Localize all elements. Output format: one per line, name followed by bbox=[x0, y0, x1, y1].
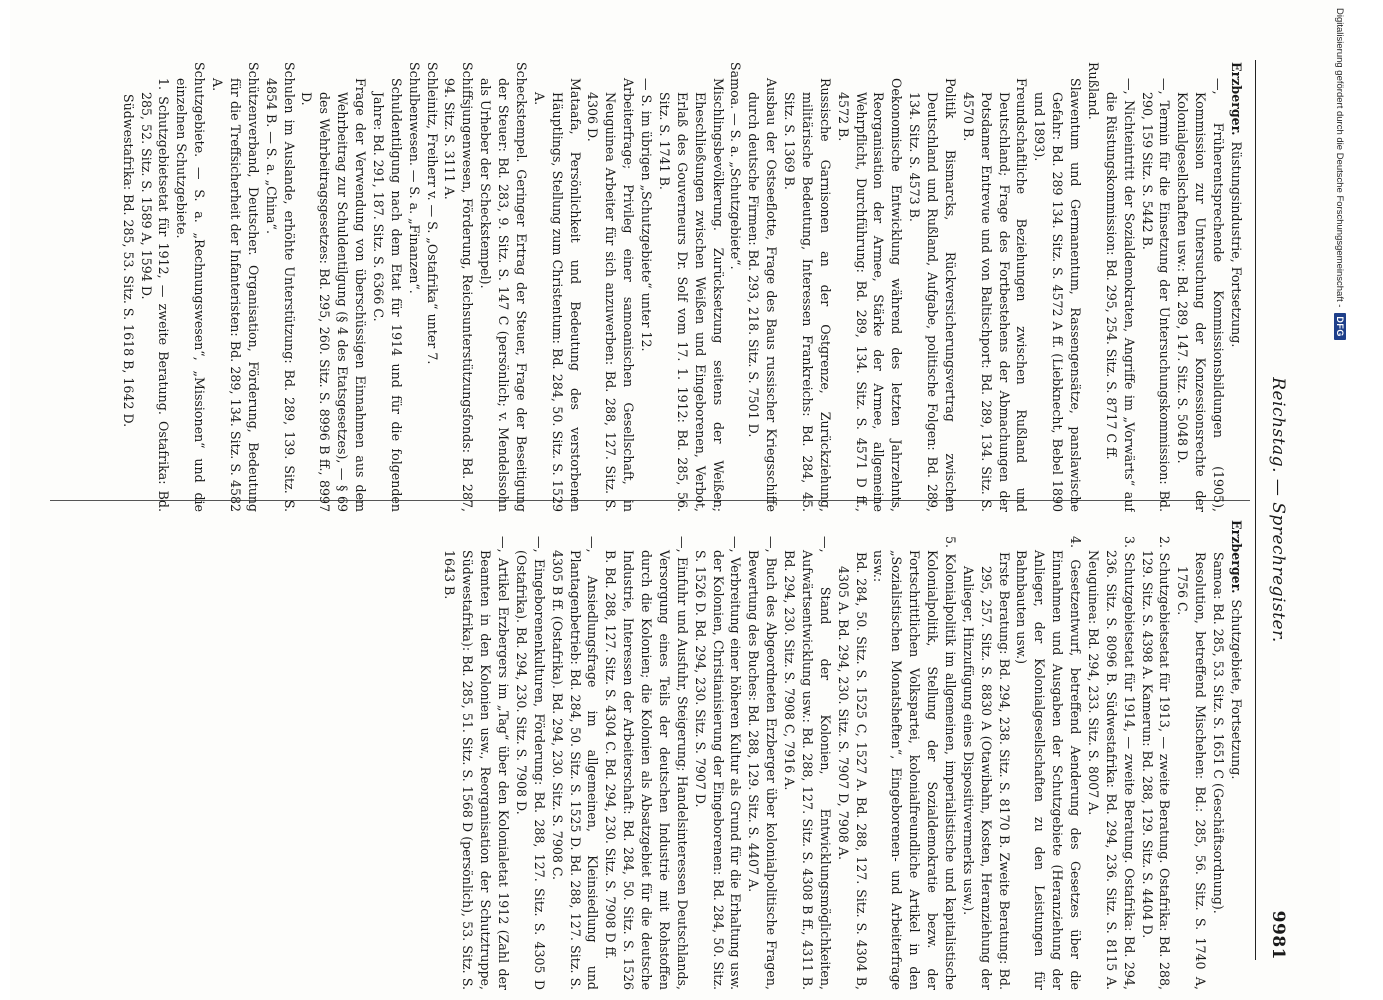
register-entry bbox=[959, 520, 1013, 990]
register-entry bbox=[1084, 520, 1138, 990]
entry-text: 4. Gesetzentwurf, betreffend Aenderung des Gesetzes über die Einnahmen und Ausgaben der Schutzgebiete (Heranziehung der Anlieger, der Kolonialgesellschaften zu den Leistungen für Bahnbauten usw.) bbox=[1014, 536, 1084, 990]
register-entry bbox=[441, 520, 513, 990]
register-entry bbox=[1138, 62, 1174, 512]
entry-text: —, Artikel Erzbergers im „Tag“ über den Kolonialetat 1912 (Zahl der Beamten in den Kolonien usw., Reorganisation der Schutztruppe, Südwestafrika): Bd. 285, 51. Sitz. S. 1568 D (persönlich), 53. Sitz. S. 1643 B. bbox=[442, 536, 512, 990]
register-entry bbox=[655, 62, 727, 512]
register-entry bbox=[405, 62, 423, 512]
entry-text: Russische Garnisonen an der Ostgrenze, Zurückziehung, militärische Bedeutung, Interessen Frankreichs: Bd. 284, 45. Sitz. S. 1369 B. bbox=[782, 78, 833, 512]
entry-text: Südwestafrika: Bd. 285, 53. Sitz. S. 1618 B, 1642 D. bbox=[120, 94, 136, 428]
entry-text: Bd. 284, 50. Sitz. S. 1525 C, 1527 A. Bd. 288, 127. Sitz. S. 4304 B, 4305 A. Bd. 294, 230. Sitz. S. 7907 D, 7908 A. bbox=[835, 552, 869, 990]
register-entry bbox=[584, 62, 638, 512]
page-title: Reichstag. — Sprechregister. bbox=[1268, 377, 1288, 643]
register-entry bbox=[441, 62, 477, 512]
register-entry bbox=[262, 62, 298, 512]
register-entry bbox=[745, 62, 781, 512]
speaker-name: Erzberger. bbox=[1229, 62, 1244, 136]
entry-text: Ausbau der Ostseeflotte, Frage des Baus russischer Kriegsschiffe durch deutsche Firmen: Bd. 293, 218. Sitz. S. 7501 D. bbox=[746, 78, 780, 512]
entry-text: Arbeiterfrage; Privileg einer samoanischen Gesellschaft, in Neuguinea Arbeiter für sich anzuwerben: Bd. 288, 127. Sitz. S. 4306 D. bbox=[585, 78, 637, 512]
entry-text: —, Termin für die Einsetzung der Untersuchungskommission: Bd. 290, 159 Sitz. S. 5442 B. bbox=[1139, 78, 1173, 512]
entry-text: Mataafa, Persönlichkeit und Bedeutung des verstorbenen Häuptlings, Stellung zum Christentum: Bd. 284, 50. Sitz. S. 1529 A. bbox=[531, 78, 583, 512]
header-rule bbox=[1255, 60, 1256, 960]
entry-text: Rüstungsindustrie, Fortsetzung. bbox=[1229, 141, 1244, 348]
entry-text: Mischlingsbevölkerung. Zurücksetzung seitens der Weißen; Eheschließungen zwischen Weißen und Eingeborenen, Verbot, Erlaß des Gouverneurs Dr. Solf vom 17. 1. 1912: Bd. 285, 56. Sitz. S. 1741 B. bbox=[657, 78, 726, 512]
register-entry bbox=[208, 62, 262, 512]
register-entry bbox=[369, 62, 405, 512]
register-entry bbox=[1227, 520, 1245, 990]
register-entry bbox=[691, 520, 745, 990]
left-column bbox=[50, 62, 1245, 512]
entry-text: —, Ansiedlungsfrage im allgemeinen, Kleinsiedlung und Plantagenbetrieb: Bd. 284, 50. Sitz. S. 1525 D. Bd. 288, 127. Sitz. S. 4305 B ff. (Ostafrika). Bd. 294, 230. Sitz. S. 7908 C. bbox=[549, 536, 601, 990]
entry-text: Frage der Verwendung von überschüssigen Einnahmen aus dem Wehrbeitrag zur Schuldentilgung (§ 4 des Etatsgesetzes), — § 69 des Wehrbeitragsgesetzes: Bd. 295, 260. Sitz. S. 8996 B ff., 8997 D. bbox=[299, 78, 369, 512]
entry-text: Scheckstempel. Geringer Ertrag der Steuer, Frage der Beseitigung der Steuer: Bd. 283, 9. Sitz. S. 147 C (persönlich; v. Mendelssohn als Urheber der Scheckstempel). bbox=[478, 62, 529, 512]
entry-text: —, Nichteintritt der Sozialdemokraten, Angriffe im „Vorwärts“ auf die Rüstungskommission: Bd. 295, 254. Sitz. S. 8717 C ff. bbox=[1103, 78, 1137, 512]
register-entry bbox=[1227, 62, 1245, 512]
entry-text: Schleinitz, Freiherr v. — S. „Ostafrika“ unter 7. bbox=[424, 62, 440, 365]
entry-text: 2. Schutzgebietsetat für 1913, — zweite Beratung. Ostafrika: Bd. 288, 129. Sitz. S. 4398 A. Kamerun: Bd. 288, 129. Sitz. S. 4404 D. bbox=[1139, 536, 1173, 990]
entry-text: — S. im übrigen „Schutzgebiete“ unter 12. bbox=[639, 78, 655, 352]
register-entry bbox=[1174, 62, 1228, 512]
entry-text: Oekonomische Entwicklung während des letzten Jahrzehnts, Reorganisation der Armee, Stärke der Armee, allgemeine Wehrpflicht, Durchführung: Bd. 289, 134. Sitz. S. 4571 D ff., 4572 B. bbox=[835, 78, 905, 512]
entry-text: 1. Schutzgebietsetat für 1912, — zweite Beratung. Ostafrika: Bd. 285, 52. Sitz. S. 1589 A, 1594 D. bbox=[138, 78, 172, 512]
entry-text: Schiffsjungenwesen, Förderung, Reichsunterstützungsfonds: Bd. 287, 94. Sitz. S. 3111 A. bbox=[442, 62, 476, 512]
register-entry bbox=[530, 62, 584, 512]
register-entry bbox=[745, 520, 781, 990]
register-entry bbox=[1138, 520, 1174, 990]
digitization-note bbox=[1328, 8, 1352, 993]
register-entry bbox=[1209, 520, 1227, 990]
entry-text: —, Früherentsprechende Kommissionsbildungen (1905), Kommission zur Untersuchung der Konzessionsrechte der Kolonialgesellschaften usw.: Bd. 289, 147. Sitz. S. 5048 D. bbox=[1175, 78, 1227, 512]
register-entry bbox=[905, 62, 959, 512]
register-entry bbox=[834, 62, 906, 512]
register-entry bbox=[1031, 62, 1085, 512]
digitization-text: Digitalisierung gefördert durch die Deutsche Forschungsgemeinschaft - bbox=[1334, 8, 1346, 308]
scanned-page bbox=[10, 0, 1340, 1000]
entry-text: —, Eingeborenenkulturen, Förderung: Bd. 288, 127. Sitz. S. 4305 D (Ostafrika). Bd. 294, 230. Sitz. S. 7908 D. bbox=[514, 536, 547, 990]
register-entry bbox=[780, 62, 834, 512]
entry-text: Samoa. — S. a. „Schutzgebiete“. bbox=[728, 62, 744, 270]
register-entry bbox=[298, 62, 370, 512]
entry-text: Schutzgebiete, Fortsetzung. bbox=[1229, 599, 1244, 780]
entry-text: Erste Beratung: Bd. 294, 238. Sitz. S. 8170 B. Zweite Beratung: Bd. 295, 257. Sitz. S. 8830 A (Otawibahn, Kosten, Heranziehung der Anlieger, Hinzufügung eines Dispositivvermerks usw.). bbox=[960, 552, 1012, 990]
entry-text: —, Einfuhr und Ausfuhr, Steigerung; Handelsinteressen Deutschlands, Versorgung eines Teils der deutschen Industrie mit Rohstoffen durch die Kolonien; die Kolonien als Absatzgebiet für die deutsche Industrie, Interessen der Arbeiterschaft: Bd. 284, 50. Sitz. S. 1526 B. Bd. 288, 127. Sitz. S. 4304 C. Bd. 294, 230. Sitz. S. 7908 D ff. bbox=[603, 536, 690, 990]
dfg-logo: DFG bbox=[1334, 313, 1346, 340]
register-entry bbox=[512, 520, 548, 990]
entry-text: Schulen im Auslande, erhöhte Unterstützung: Bd. 289, 139. Sitz. S. 4854 B. — S. a. „China“. bbox=[263, 62, 297, 512]
register-entry bbox=[870, 520, 959, 990]
entry-text: Schutzgebiete. — S. a. „Rechnungswesen“, „Missionen“ und die einzelnen Schutzgebiete. bbox=[174, 62, 208, 512]
rotated-scan bbox=[10, 0, 1340, 1000]
right-column bbox=[50, 520, 1245, 990]
entry-text: Resolution, betreffend Mischehen: Bd.: 285, 56. Sitz. S. 1740 A, 1756 C. bbox=[1175, 552, 1209, 990]
entry-text: —, Verbreitung einer höheren Kultur als Grund für die Erhaltung usw. der Kolonien, Christianisierung der Eingeborenen: Bd. 284, 50. Sitz. S. 1526 D. Bd. 294, 230. Sitz. S. 7907 D. bbox=[692, 536, 744, 990]
page-number: 9981 bbox=[1268, 910, 1288, 960]
entry-text: Freundschaftliche Beziehungen zwischen Rußland und Deutschland; Frage des Fortbestehens der Abmachungen der Potsdamer Entrevue und von Baltischport: Bd. 289, 134. Sitz. S. 4570 B. bbox=[960, 78, 1030, 512]
register-entry bbox=[1013, 520, 1085, 990]
register-entry bbox=[1084, 62, 1102, 512]
entry-text: Rußland. bbox=[1086, 62, 1101, 120]
entry-text: Politik Bismarcks, Rückversicherungsvertrag zwischen Deutschland und Rußland, Aufgabe, politische Folgen: Bd. 289, 134. Sitz. S. 4573 B. bbox=[907, 78, 958, 512]
entry-text: —, Stand der Kolonien, Entwicklungsmöglichkeiten, Aufwärtsentwicklung usw.: Bd. 288, 127. Sitz. S. 4308 B ff., 4311 B. Bd. 294, 230. Sitz. S. 7908 C, 7916 A. bbox=[782, 536, 833, 990]
entry-text: 5. Kolonialpolitik im allgemeinen, imperialistische und kapitalistische Kolonialpolitik, Stellung der Sozialdemokratie bezw. der Fortschrittlichen Volkspartei, kolonialfreundliche Artikel in den „Sozialistischen Monatsheften“, Eingeborenen- und Arbeiterfrage usw.: bbox=[871, 536, 958, 990]
entry-text: Slawentum und Germanentum, Rassengensätze, panslawische Gefahr: Bd. 289 134. Sitz. S. 4572 A ff. (Liebknecht, Bebel 1890 und 1893). bbox=[1032, 78, 1084, 512]
register-entry bbox=[637, 62, 655, 512]
register-entry bbox=[602, 520, 691, 990]
entry-text: Samoa: Bd. 285, 53. Sitz. S. 1651 C (Geschäftsordnung). bbox=[1211, 552, 1227, 914]
register-entry bbox=[476, 62, 530, 512]
register-entry bbox=[1102, 62, 1138, 512]
register-entry bbox=[1174, 520, 1210, 990]
entry-text: Schützenverband, Deutscher. Organisation, Förderung, Bedeutung für die Treffsicherheit der Infanteristen: Bd. 289, 134. Sitz. S. 4582 A. bbox=[210, 62, 261, 512]
entry-text: —, Buch des Abgeordneten Erzberger über kolonialpolitische Fragen, Bewertung des Buches: Bd. 288, 129. Sitz. S. 4407 A. bbox=[746, 536, 780, 990]
register-entry bbox=[137, 62, 173, 512]
register-entry bbox=[423, 62, 441, 512]
register-entry bbox=[548, 520, 602, 990]
running-head bbox=[1260, 60, 1288, 960]
register-entry bbox=[959, 62, 1031, 512]
register-entry bbox=[780, 520, 834, 990]
register-entry bbox=[834, 520, 870, 990]
register-entry bbox=[727, 62, 745, 512]
entry-text: Schuldentilgung nach dem Etat für 1914 und für die folgenden Jahre: Bd. 291, 187. Sitz. S. 6366 C. bbox=[371, 78, 404, 512]
entry-text: 3. Schutzgebietsetat für 1914, — zweite Beratung. Ostafrika: Bd. 294, 236. Sitz. S. 8096 B. Südwestafrika: Bd. 294, 236. Sitz. S. 8115 A. Neuguinea: Bd. 294, 233. Sitz. S. 8007 A. bbox=[1086, 536, 1137, 990]
register-entry bbox=[173, 62, 209, 512]
register-entry bbox=[119, 62, 137, 512]
speaker-name: Erzberger. bbox=[1229, 520, 1244, 594]
entry-text: Schulbenwesen. — S. a. „Finanzen“. bbox=[406, 62, 422, 294]
